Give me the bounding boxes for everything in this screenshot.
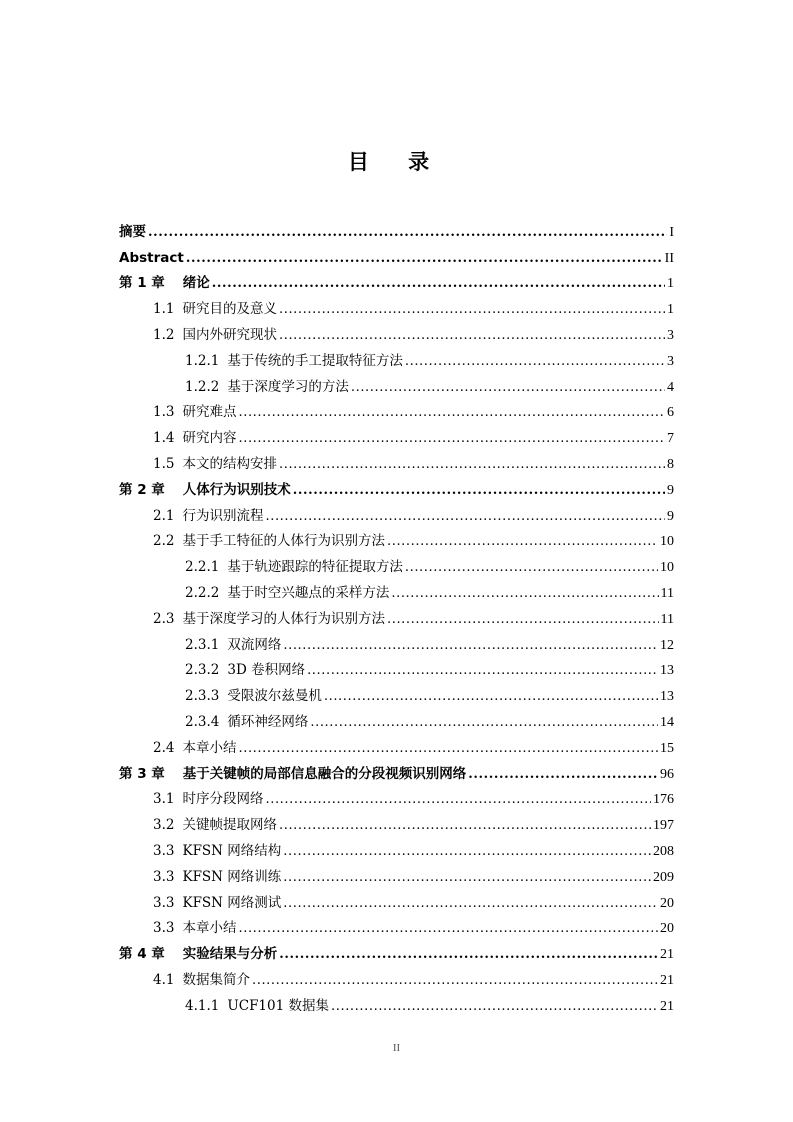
toc-entry-number: 2.3: [153, 610, 175, 627]
toc-entry-title: 基于传统的手工提取特征方法: [227, 352, 403, 369]
toc-entry-number: 3.3: [153, 920, 175, 937]
toc-entry-heading: [119, 224, 146, 241]
toc-entry-page: 20: [660, 895, 674, 911]
toc-entry[interactable]: [119, 421, 674, 447]
toc-entry-heading: [119, 275, 210, 292]
toc-entry[interactable]: [119, 783, 674, 809]
toc-entry-title: 本章小结: [182, 739, 237, 756]
toc-entry[interactable]: [119, 937, 674, 963]
toc-entry-title: 基于时空兴趣点的采样方法: [227, 584, 390, 601]
toc-entry-heading: [185, 637, 281, 654]
toc-entry-title: 基于手工特征的人体行为识别方法: [182, 533, 385, 550]
toc-entry-heading: [153, 327, 277, 344]
toc-entry-number: 3.3: [153, 868, 175, 885]
toc-dot-leader: [252, 972, 658, 989]
toc-entry[interactable]: [119, 808, 674, 834]
toc-entry[interactable]: [119, 679, 674, 705]
toc-entry-title: KFSN 网络训练: [182, 868, 282, 885]
toc-entry-heading: [153, 869, 281, 886]
toc-dot-leader: [307, 662, 658, 679]
toc-entry[interactable]: [119, 757, 674, 783]
toc-entry-number: 第 4 章: [119, 946, 165, 963]
toc-entry-heading: [153, 456, 277, 473]
toc-entry-page: 9: [667, 508, 674, 524]
toc-entry[interactable]: [119, 912, 674, 938]
toc-entry-number: 第 1 章: [119, 275, 165, 292]
toc-entry-number: 1.3: [153, 404, 175, 421]
toc-entry-title: 绪论: [182, 275, 210, 292]
toc-entry-heading: [153, 430, 236, 447]
toc-entry-heading: [119, 250, 184, 267]
toc-entry-number: 2.3.1: [185, 636, 220, 653]
toc-entry-title: Abstract: [119, 249, 184, 266]
toc-dot-leader: [238, 740, 658, 757]
toc-entry-page: 10: [660, 560, 674, 576]
toc-entry-page: 3: [667, 353, 674, 369]
toc-entry-heading: [185, 688, 322, 705]
toc-entry-page: 1: [667, 276, 674, 292]
toc-entry-heading: [153, 508, 263, 525]
toc-entry-page: I: [669, 224, 674, 240]
toc-entry-page: 209: [653, 869, 674, 885]
toc-entry-number: 1.2.2: [185, 378, 220, 395]
toc-entry-title: KFSN 网络结构: [182, 842, 282, 859]
toc-entry-number: 2.2.2: [185, 584, 220, 601]
toc-entry-heading: [153, 843, 281, 860]
toc-entry-title: 国内外研究现状: [182, 326, 277, 343]
page-title: 目 录: [347, 150, 446, 174]
toc-entry-page: 6: [667, 405, 674, 421]
toc-dot-leader: [387, 533, 658, 550]
toc-entry-heading: [153, 740, 236, 757]
toc-entry-heading: [153, 895, 281, 912]
toc-entry-number: 第 2 章: [119, 481, 165, 498]
toc-entry-heading: [185, 353, 403, 370]
toc-entry[interactable]: [119, 550, 674, 576]
toc-entry-page: 1: [667, 302, 674, 318]
toc-entry-heading: [153, 404, 236, 421]
toc-dot-leader: [279, 817, 651, 834]
toc-entry[interactable]: [119, 654, 674, 680]
toc-entry-page: 13: [660, 689, 674, 705]
toc-entry[interactable]: [119, 628, 674, 654]
toc-dot-leader: [283, 843, 651, 860]
toc-entry-page: 20: [660, 921, 674, 937]
toc-entry[interactable]: [119, 370, 674, 396]
toc-dot-leader: [238, 430, 665, 447]
toc-entry-heading: [153, 791, 263, 808]
toc-entry-page: 197: [653, 818, 674, 834]
toc-entry[interactable]: [119, 886, 674, 912]
toc-dot-leader: [279, 327, 665, 344]
toc-dot-leader: [283, 869, 651, 886]
toc-dot-leader: [279, 946, 658, 963]
toc-entry[interactable]: [119, 602, 674, 628]
toc-entry-heading: [185, 559, 403, 576]
toc-dot-leader: [351, 379, 665, 396]
toc-entry-number: 1.1: [153, 301, 175, 318]
toc-entry-number: 3.3: [153, 894, 175, 911]
toc-entry-title: 基于轨迹跟踪的特征提取方法: [227, 559, 403, 576]
toc-dot-leader: [405, 559, 658, 576]
toc-entry-heading: [185, 585, 389, 602]
toc-entry-title: 本章小结: [182, 920, 237, 937]
toc-dot-leader: [387, 611, 659, 628]
toc-entry[interactable]: [119, 705, 674, 731]
toc-entry[interactable]: [119, 318, 674, 344]
toc-entry-page: 8: [667, 456, 674, 472]
toc-entry-number: 3.1: [153, 791, 175, 808]
toc-entry-heading: [153, 301, 277, 318]
toc-entry-title: 研究目的及意义: [182, 301, 277, 318]
toc-entry-page: 4: [667, 379, 674, 395]
toc-dot-leader: [265, 791, 651, 808]
toc-entry[interactable]: [119, 473, 674, 499]
toc-entry-title: KFSN 网络测试: [182, 894, 282, 911]
toc-entry[interactable]: [119, 834, 674, 860]
toc-entry-title: 基于关键帧的局部信息融合的分段视频识别网络: [182, 765, 467, 782]
toc-entry-title: 实验结果与分析: [182, 946, 278, 963]
toc-entry-title: 受限波尔兹曼机: [227, 688, 322, 705]
toc-entry-title: 双流网络: [227, 636, 282, 653]
toc-entry-page: 96: [660, 766, 674, 782]
toc-dot-leader: [293, 482, 665, 499]
toc-entry[interactable]: [119, 292, 674, 318]
toc-dot-leader: [265, 508, 665, 525]
toc-entry-heading: [185, 379, 349, 396]
toc-entry-number: 2.3.4: [185, 713, 220, 730]
toc-entry[interactable]: [119, 215, 674, 241]
toc-entry[interactable]: [119, 963, 674, 989]
toc-entry-title: 循环神经网络: [227, 713, 309, 730]
toc-entry[interactable]: [119, 241, 674, 267]
toc-dot-leader: [324, 688, 658, 705]
toc-entry-title: 关键帧提取网络: [182, 817, 277, 834]
toc-entry-number: 第 3 章: [119, 765, 165, 782]
toc-entry-title: 基于深度学习的方法: [227, 378, 349, 395]
toc-entry-page: 3: [667, 327, 674, 343]
toc-dot-leader: [238, 920, 658, 937]
toc-entry-page: 13: [660, 663, 674, 679]
toc-entry-title: 数据集简介: [182, 971, 250, 988]
toc-dot-leader: [279, 301, 665, 318]
toc-entry-title: 人体行为识别技术: [182, 481, 291, 498]
toc-dot-leader: [405, 353, 665, 370]
toc-entry-title: 时序分段网络: [182, 791, 264, 808]
toc-entry-number: 1.2.1: [185, 352, 220, 369]
toc-entry-heading: [185, 662, 305, 679]
toc-entry-page: 14: [660, 714, 674, 730]
toc-entry-page: 21: [660, 998, 674, 1014]
toc-entry-heading: [153, 533, 385, 550]
toc-entry-heading: [153, 972, 250, 989]
toc-entry-title: 摘要: [119, 223, 146, 240]
toc-entry[interactable]: [119, 499, 674, 525]
toc-entry-number: 1.4: [153, 430, 175, 447]
toc-entry-number: 4.1: [153, 971, 175, 988]
toc-dot-leader: [212, 275, 665, 292]
toc-entry-page: 15: [660, 740, 674, 756]
toc-entry-page: 11: [660, 611, 674, 627]
toc-entry-page: 11: [660, 585, 674, 601]
toc-entry-page: 7: [667, 431, 674, 447]
toc-entry-page: II: [664, 250, 674, 266]
toc-entry-number: 2.2: [153, 533, 175, 550]
toc-entry-title: 基于深度学习的人体行为识别方法: [182, 610, 385, 627]
toc-entry-page: 176: [653, 792, 674, 808]
toc-entry-number: 2.4: [153, 739, 175, 756]
toc-dot-leader: [283, 895, 658, 912]
toc-entry-number: 1.2: [153, 326, 175, 343]
toc-entry[interactable]: [119, 731, 674, 757]
toc-entry[interactable]: [119, 344, 674, 370]
toc-dot-leader: [186, 250, 663, 267]
toc-entry-number: 2.3.3: [185, 688, 220, 705]
toc-entry-page: 9: [667, 482, 674, 498]
toc-entry-heading: [153, 920, 236, 937]
toc-entry-number: 2.1: [153, 507, 175, 524]
toc-entry-number: 3.3: [153, 842, 175, 859]
toc-dot-leader: [148, 224, 667, 241]
toc-dot-leader: [238, 404, 665, 421]
toc-entry-number: 4.1.1: [185, 997, 220, 1014]
toc-entry[interactable]: [119, 267, 674, 293]
toc-entry-page: 208: [653, 843, 674, 859]
toc-entry-heading: [119, 766, 466, 783]
toc-entry-heading: [119, 946, 277, 963]
toc-entry[interactable]: [119, 396, 674, 422]
toc-entry-heading: [185, 998, 329, 1015]
toc-entry-heading: [119, 482, 291, 499]
toc-dot-leader: [468, 766, 658, 783]
toc-entry-title: UCF101 数据集: [227, 997, 329, 1014]
toc-entry-heading: [153, 817, 277, 834]
toc-dot-leader: [310, 714, 658, 731]
toc-entry[interactable]: [119, 860, 674, 886]
toc-dot-leader: [331, 998, 658, 1015]
toc-entry-heading: [153, 611, 385, 628]
toc-entry-title: 行为识别流程: [182, 507, 264, 524]
toc-entry-page: 12: [660, 637, 674, 653]
toc-entry[interactable]: [119, 989, 674, 1015]
toc-dot-leader: [283, 637, 658, 654]
toc-entry-title: 本文的结构安排: [182, 455, 277, 472]
toc-entry-page: 10: [660, 534, 674, 550]
toc-entry-number: 1.5: [153, 455, 175, 472]
toc-entry[interactable]: [119, 447, 674, 473]
toc-entry-page: 21: [660, 947, 674, 963]
table-of-contents: [119, 215, 674, 1015]
toc-dot-leader: [391, 585, 658, 602]
toc-entry-heading: [185, 714, 308, 731]
toc-entry-title: 3D 卷积网络: [227, 662, 306, 679]
toc-dot-leader: [279, 456, 665, 473]
toc-entry[interactable]: [119, 525, 674, 551]
toc-entry-number: 2.3.2: [185, 662, 220, 679]
toc-entry-number: 3.2: [153, 817, 175, 834]
toc-entry-title: 研究内容: [182, 430, 237, 447]
page-number: II: [392, 1042, 401, 1054]
toc-entry-title: 研究难点: [182, 404, 237, 421]
toc-entry-number: 2.2.1: [185, 559, 220, 576]
toc-entry-page: 21: [660, 972, 674, 988]
toc-entry[interactable]: [119, 576, 674, 602]
